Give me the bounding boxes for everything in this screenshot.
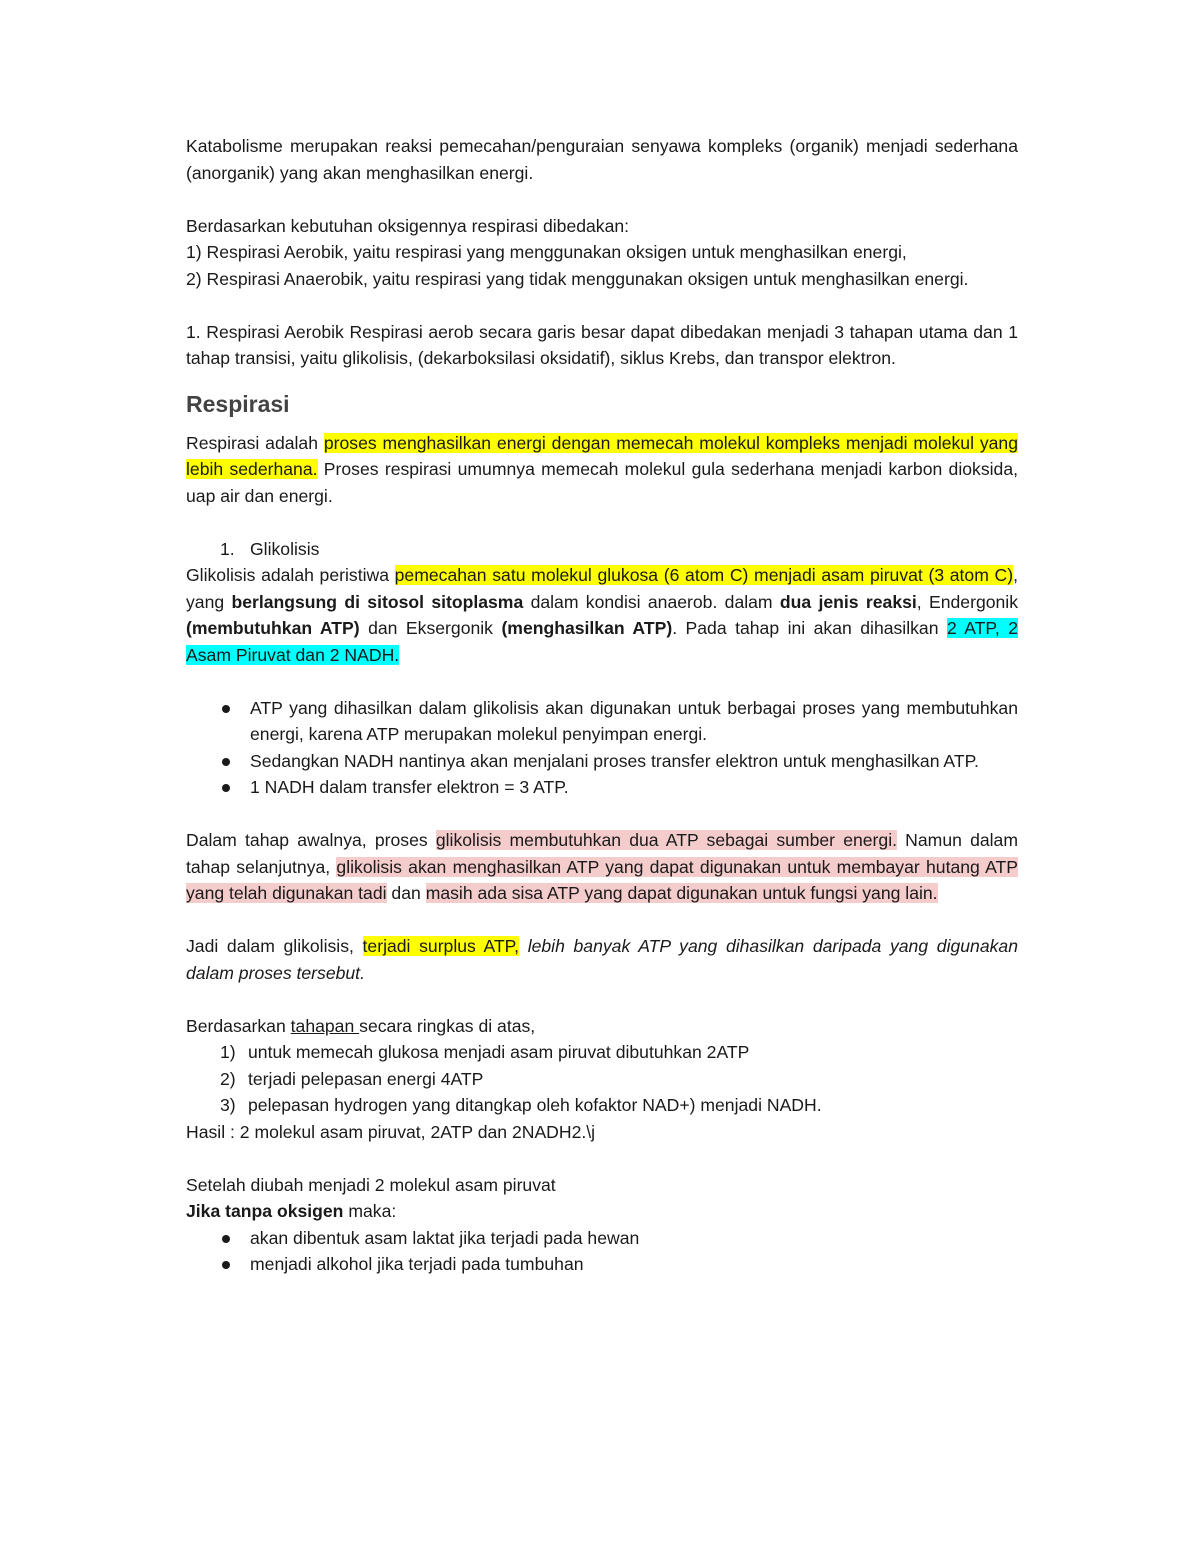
tahapan-underlined: tahapan xyxy=(290,1015,360,1036)
tanpa-oksigen-line xyxy=(186,1198,1018,1225)
glikolisis-cyan-highlight: 2 ATP, 2 Asam Piruvat dan 2 NADH. xyxy=(186,618,1019,665)
list-marker: 2) xyxy=(220,1068,236,1089)
list-item xyxy=(186,695,1018,748)
glikolisis-bold: dua jenis reaksi xyxy=(779,591,917,612)
respirasi-types-intro: Berdasarkan kebutuhan oksigennya respirasi dibedakan: xyxy=(186,215,630,236)
list-item xyxy=(186,1066,1018,1093)
list-marker: 1) xyxy=(220,1042,236,1062)
respirasi-aerobik-paragraph: 1. Respirasi Aerobik Respirasi aerob secara garis besar dapat dibedakan menjadi 3 tahapan utama dan 1 tahap transisi, yaitu glikolisis, (dekarboksilasi oksidatif), siklus Krebs, dan transpor elektron. xyxy=(186,321,1018,368)
tahapan-intro xyxy=(186,1013,1018,1040)
respirasi-type-aerobik: 1) Respirasi Aerobik, yaitu respirasi yang menggunakan oksigen untuk menghasilkan energi, xyxy=(186,242,907,262)
bullet-text: akan dibentuk asam laktat jika terjadi pada hewan xyxy=(250,1227,640,1248)
tahap-awal-paragraph xyxy=(186,827,1018,907)
glikolisis-list xyxy=(186,536,1018,563)
glikolisis-text: , yang xyxy=(186,565,1018,612)
tahapan-list xyxy=(186,1039,1018,1119)
glikolisis-text: . Pada tahap ini akan dihasilkan xyxy=(672,618,947,638)
bullet-icon xyxy=(222,705,230,713)
list-item xyxy=(186,774,1018,801)
glikolisis-bold: berlangsung di sitosol sitoplasma xyxy=(231,591,524,612)
glikolisis-text: dan Eksergonik xyxy=(359,618,502,638)
list-item-text: untuk memecah glukosa menjadi asam piruvat dibutuhkan 2ATP xyxy=(248,1042,750,1062)
awal-text: Dalam tahap awalnya, proses xyxy=(186,830,436,850)
tanpa-oksigen-text: maka: xyxy=(343,1201,397,1221)
list-item xyxy=(186,1251,1018,1278)
bullet-icon xyxy=(222,784,230,792)
glikolisis-text: Glikolisis adalah peristiwa xyxy=(186,565,395,585)
glikolisis-text: dalam kondisi anaerob. dalam xyxy=(523,591,780,612)
glikolisis-bold: (membutuhkan ATP) xyxy=(186,618,360,638)
bullet-text: Sedangkan NADH nantinya akan menjalani proses transfer elektron untuk menghasilkan ATP. xyxy=(250,750,979,771)
bullet-icon xyxy=(222,1235,230,1243)
respirasi-definition-paragraph xyxy=(186,430,1018,510)
list-item xyxy=(186,1225,1018,1252)
awal-highlight: masih ada sisa ATP yang dapat digunakan untuk fungsi yang lain. xyxy=(425,883,938,903)
glikolisis-highlight: pemecahan satu molekul glukosa (6 atom C) menjadi asam piruvat (3 atom C) xyxy=(394,565,1014,585)
glikolisis-list-item xyxy=(186,536,1018,563)
katabolisme-paragraph: Katabolisme merupakan reaksi pemecahan/penguraian senyawa kompleks (organik) menjadi sederhana (anorganik) yang akan menghasilkan energi. xyxy=(186,136,1018,183)
bullet-icon xyxy=(222,1261,230,1269)
hasil-line: Hasil : 2 molekul asam piruvat, 2ATP dan 2NADH2.\j xyxy=(186,1121,596,1142)
tahapan-text: Berdasarkan xyxy=(186,1015,291,1036)
list-item-text: terjadi pelepasan energi 4ATP xyxy=(248,1068,484,1089)
bullet-text: 1 NADH dalam transfer elektron = 3 ATP. xyxy=(250,777,569,797)
respirasi-type-anaerobik: 2) Respirasi Anaerobik, yaitu respirasi yang tidak menggunakan oksigen untuk menghasilkan energi. xyxy=(186,268,969,289)
glikolisis-paragraph xyxy=(186,562,1018,668)
glikolisis-bold: (menghasilkan ATP) xyxy=(501,618,673,638)
awal-text: dan xyxy=(386,883,426,903)
list-item xyxy=(186,1092,1018,1119)
glikolisis-text: , Endergonik xyxy=(916,591,1019,612)
tahapan-text: secara ringkas di atas, xyxy=(359,1015,536,1036)
tanpa-oksigen-bullet-list xyxy=(186,1225,1018,1278)
surplus-highlight: terjadi surplus ATP, xyxy=(362,936,520,956)
surplus-text: Jadi dalam glikolisis, xyxy=(186,936,363,956)
surplus-paragraph xyxy=(186,933,1018,986)
respirasi-text-c: Proses respirasi umumnya memecah molekul gula sederhana menjadi karbon dioksida, uap air dan energi. xyxy=(186,459,1018,506)
awal-highlight: glikolisis membutuhkan dua ATP sebagai sumber energi. xyxy=(435,830,897,850)
respirasi-highlight: proses menghasilkan energi dengan memecah molekul kompleks menjadi molekul yang lebih sederhana. xyxy=(186,432,1018,479)
awal-highlight: glikolisis akan menghasilkan ATP yang dapat digunakan untuk membayar hutang ATP yang telah digunakan tadi xyxy=(186,856,1018,903)
bullet-text: menjadi alkohol jika terjadi pada tumbuhan xyxy=(250,1254,584,1274)
list-item xyxy=(186,1039,1018,1066)
respirasi-text-a: Respirasi adalah xyxy=(186,432,324,453)
list-item xyxy=(186,748,1018,775)
atp-bullet-list xyxy=(186,695,1018,801)
surplus-italic: lebih banyak ATP yang dihasilkan daripada yang digunakan dalam proses tersebut. xyxy=(186,936,1018,983)
glikolisis-title: Glikolisis xyxy=(250,538,320,559)
section-heading: Respirasi xyxy=(186,390,290,417)
bullet-text: ATP yang dihasilkan dalam glikolisis akan digunakan untuk berbagai proses yang membutuhkan energi, karena ATP merupakan molekul penyimpan energi. xyxy=(250,697,1018,744)
setelah-line: Setelah diubah menjadi 2 molekul asam piruvat xyxy=(186,1174,556,1195)
tanpa-oksigen-bold: Jika tanpa oksigen xyxy=(186,1201,344,1221)
list-marker: 1. xyxy=(220,538,235,559)
list-marker: 3) xyxy=(220,1095,236,1115)
awal-text: Namun dalam tahap selanjutnya, xyxy=(186,830,1018,877)
list-item-text: pelepasan hydrogen yang ditangkap oleh kofaktor NAD+) menjadi NADH. xyxy=(248,1095,822,1115)
bullet-icon xyxy=(222,758,230,766)
